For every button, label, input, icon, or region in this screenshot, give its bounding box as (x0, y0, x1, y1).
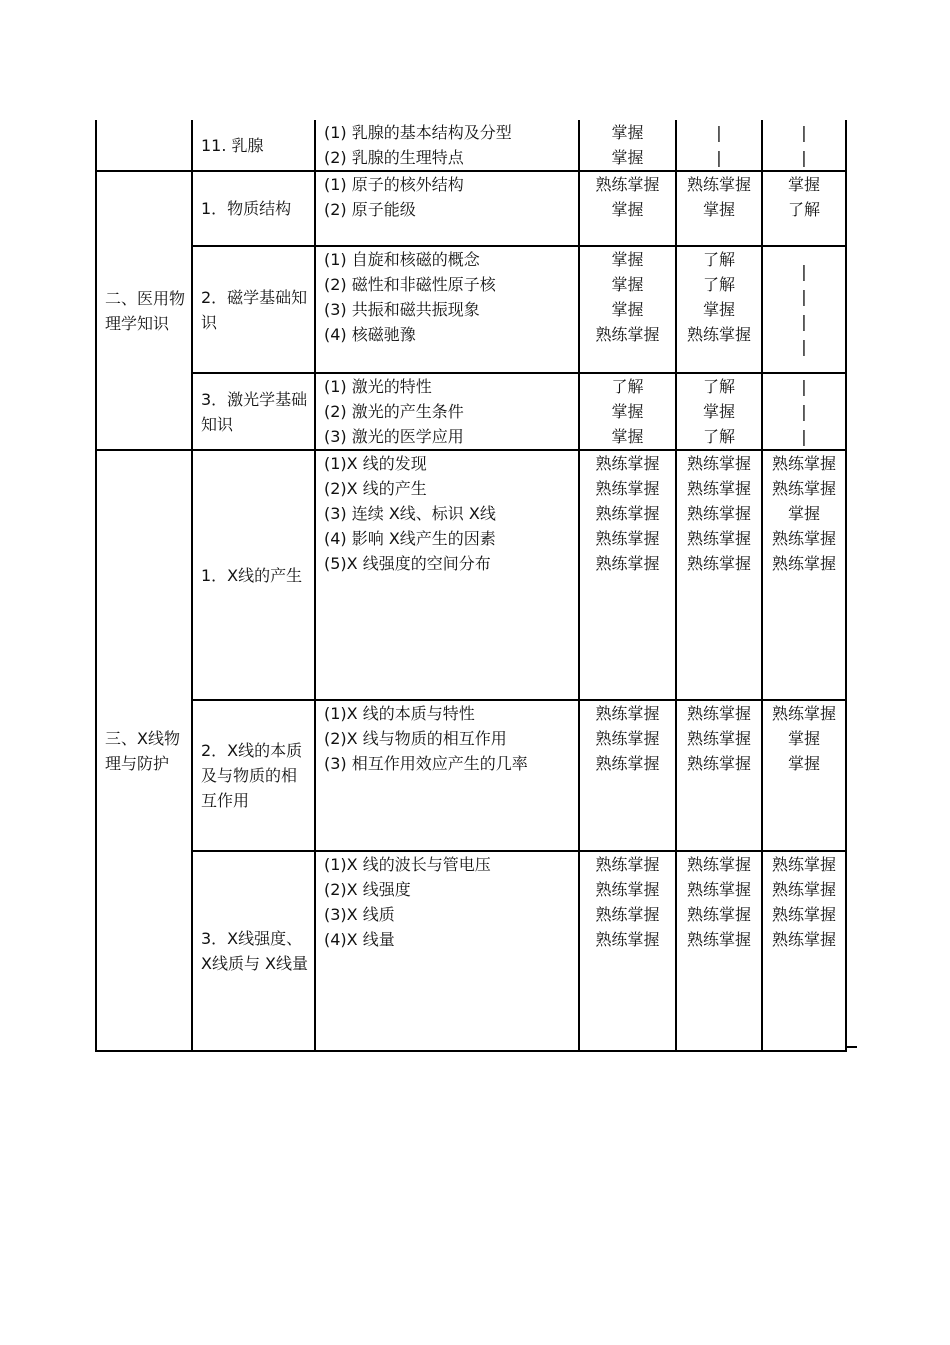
section-cell (96, 450, 192, 1051)
level-value: 熟练掌握 (686, 529, 751, 548)
level-value: 熟练掌握 (595, 930, 660, 949)
level-cell-c (762, 120, 846, 171)
level-cell-c (762, 851, 846, 1051)
level-value: 熟练掌握 (595, 905, 660, 924)
section-cell (96, 171, 192, 450)
level-cell-c (762, 171, 846, 246)
topic-label: 11. 乳腺 (201, 135, 264, 155)
level-cell-b (676, 373, 762, 450)
table-row (96, 171, 846, 246)
level-value: 熟练掌握 (686, 504, 751, 523)
list-item: (1)X 线的发现 (324, 454, 427, 473)
topic-label: 1．X线的产生 (201, 565, 303, 585)
level-value: 熟练掌握 (771, 454, 836, 473)
level-value: | (801, 312, 807, 331)
level-value: 熟练掌握 (595, 855, 660, 874)
level-value: 熟练掌握 (771, 704, 836, 723)
list-item: (4) 影响 X线产生的因素 (324, 529, 496, 548)
topic-cell (192, 851, 315, 1051)
level-value: 熟练掌握 (686, 479, 751, 498)
topic-cell (192, 450, 315, 700)
list-item: (3)X 线质 (324, 905, 395, 924)
level-value: | (801, 402, 807, 421)
level-value: | (801, 287, 807, 306)
list-item: (5)X 线强度的空间分布 (324, 554, 491, 573)
level-value: 熟练掌握 (595, 529, 660, 548)
level-value: 掌握 (702, 402, 735, 421)
level-value: 熟练掌握 (595, 754, 660, 773)
topic-cell (192, 171, 315, 246)
level-value: 熟练掌握 (771, 554, 836, 573)
level-value: 熟练掌握 (686, 554, 751, 573)
items-cell (315, 700, 579, 851)
syllabus-table (95, 120, 847, 1052)
level-cell-a (579, 246, 676, 373)
level-value: 掌握 (787, 729, 820, 748)
level-value: 掌握 (787, 175, 820, 194)
level-cell-c (762, 450, 846, 700)
level-value: 熟练掌握 (595, 880, 660, 899)
level-value: 熟练掌握 (771, 529, 836, 548)
level-value: 熟练掌握 (686, 754, 751, 773)
level-value: 熟练掌握 (771, 930, 836, 949)
list-item: (3) 相互作用效应产生的几率 (324, 754, 528, 773)
level-value: 熟练掌握 (771, 905, 836, 924)
topic-label: 2．磁学基础知识 (201, 287, 308, 332)
level-value: 熟练掌握 (686, 325, 751, 344)
level-value: 熟练掌握 (771, 855, 836, 874)
list-item: (2) 乳腺的生理特点 (324, 148, 464, 167)
topic-cell (192, 246, 315, 373)
level-value: 了解 (702, 377, 735, 396)
level-value: 了解 (611, 377, 644, 396)
list-item: (2)X 线强度 (324, 880, 411, 899)
level-cell-a (579, 171, 676, 246)
level-cell-c (762, 246, 846, 373)
list-item: (3) 共振和磁共振现象 (324, 300, 480, 319)
level-value: 熟练掌握 (595, 454, 660, 473)
level-cell-c (762, 373, 846, 450)
level-value: 熟练掌握 (771, 880, 836, 899)
level-value: 熟练掌握 (686, 880, 751, 899)
list-item: (1) 激光的特性 (324, 377, 432, 396)
items-cell (315, 450, 579, 700)
level-cell-b (676, 700, 762, 851)
level-value: | (801, 148, 807, 167)
list-item: (4)X 线量 (324, 930, 395, 949)
items-cell (315, 851, 579, 1051)
level-value: 掌握 (611, 148, 644, 167)
level-value: 熟练掌握 (595, 504, 660, 523)
level-value: 熟练掌握 (595, 704, 660, 723)
topic-cell (192, 120, 315, 171)
list-item: (1)X 线的波长与管电压 (324, 855, 491, 874)
section-label: 三、X线物理与防护 (105, 728, 180, 773)
level-value: 熟练掌握 (595, 479, 660, 498)
level-cell-b (676, 450, 762, 700)
list-item: (2) 磁性和非磁性原子核 (324, 275, 496, 294)
section-cell (96, 120, 192, 171)
level-value: 熟练掌握 (686, 729, 751, 748)
level-value: 熟练掌握 (595, 554, 660, 573)
items-cell (315, 120, 579, 171)
topic-cell (192, 373, 315, 450)
level-value: 掌握 (611, 402, 644, 421)
list-item: (2)X 线的产生 (324, 479, 427, 498)
list-item: (1) 自旋和核磁的概念 (324, 250, 480, 269)
level-cell-a (579, 450, 676, 700)
level-value: 熟练掌握 (686, 855, 751, 874)
level-value: 了解 (702, 427, 735, 446)
level-value: 掌握 (787, 504, 820, 523)
level-value: 熟练掌握 (686, 175, 751, 194)
items-cell (315, 373, 579, 450)
level-cell-b (676, 851, 762, 1051)
level-value: 了解 (702, 275, 735, 294)
topic-label: 3．激光学基础知识 (201, 389, 308, 434)
items-cell (315, 246, 579, 373)
level-value: 掌握 (611, 200, 644, 219)
section-label: 二、医用物理学知识 (105, 288, 186, 333)
list-item: (1) 原子的核外结构 (324, 175, 464, 194)
table-edge-stub (845, 1046, 857, 1048)
table-row (96, 851, 846, 1051)
level-value: 掌握 (787, 754, 820, 773)
level-value: | (716, 123, 722, 142)
level-value: 了解 (787, 200, 820, 219)
table-row (96, 120, 846, 171)
level-value: 掌握 (702, 300, 735, 319)
topic-label: 3．X线强度、X线质与 X线量 (201, 929, 309, 973)
level-value: | (801, 377, 807, 396)
list-item: (2) 激光的产生条件 (324, 402, 464, 421)
level-cell-a (579, 700, 676, 851)
level-value: 熟练掌握 (595, 175, 660, 194)
level-cell-b (676, 120, 762, 171)
level-value: 掌握 (702, 200, 735, 219)
topic-label: 2．X线的本质及与物质的相互作用 (201, 741, 303, 810)
list-item: (1)X 线的本质与特性 (324, 704, 475, 723)
level-cell-a (579, 373, 676, 450)
table-row (96, 450, 846, 700)
level-value: 了解 (702, 250, 735, 269)
topic-label: 1．物质结构 (201, 199, 292, 218)
level-value: 掌握 (611, 300, 644, 319)
list-item: (1) 乳腺的基本结构及分型 (324, 123, 512, 142)
level-value: | (801, 337, 807, 356)
level-cell-c (762, 700, 846, 851)
list-item: (3) 激光的医学应用 (324, 427, 464, 446)
level-value: 熟练掌握 (595, 325, 660, 344)
list-item: (3) 连续 X线、标识 X线 (324, 504, 496, 523)
level-value: 熟练掌握 (686, 704, 751, 723)
level-value: | (801, 262, 807, 281)
table-row (96, 373, 846, 450)
level-cell-b (676, 246, 762, 373)
level-cell-b (676, 171, 762, 246)
level-value: 熟练掌握 (686, 930, 751, 949)
level-value: 熟练掌握 (771, 479, 836, 498)
level-value: | (801, 123, 807, 142)
list-item: (2)X 线与物质的相互作用 (324, 729, 507, 748)
level-value: 掌握 (611, 123, 644, 142)
level-value: | (801, 427, 807, 446)
level-cell-a (579, 851, 676, 1051)
table-row (96, 700, 846, 851)
list-item: (2) 原子能级 (324, 200, 416, 219)
items-cell (315, 171, 579, 246)
level-value: 掌握 (611, 427, 644, 446)
list-item: (4) 核磁驰豫 (324, 325, 416, 344)
level-cell-a (579, 120, 676, 171)
level-value: 掌握 (611, 250, 644, 269)
level-value: 熟练掌握 (595, 729, 660, 748)
topic-cell (192, 700, 315, 851)
level-value: 熟练掌握 (686, 454, 751, 473)
level-value: 掌握 (611, 275, 644, 294)
level-value: 熟练掌握 (686, 905, 751, 924)
level-value: | (716, 148, 722, 167)
table-row (96, 246, 846, 373)
